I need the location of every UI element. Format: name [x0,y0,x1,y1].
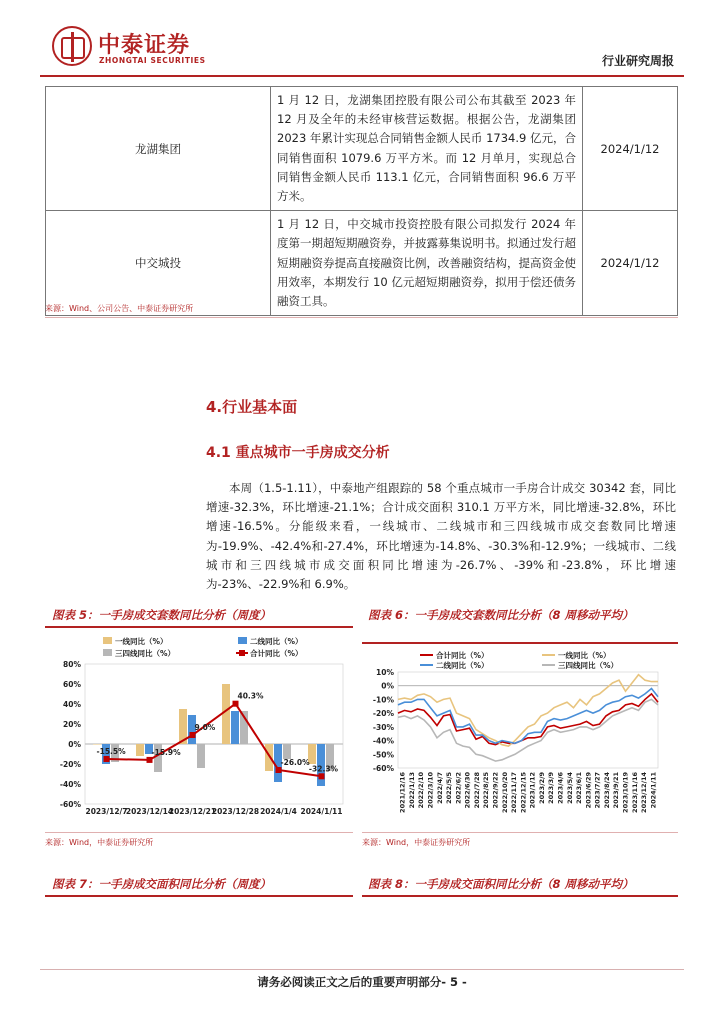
report-type: 行业研究周报 [601,54,674,68]
table-row [46,211,678,316]
x-tick-label: 2022/3/10 [426,772,435,809]
section-heading: 4.行业基本面 [206,398,298,416]
x-tick-label: 2022/6/30 [463,772,472,809]
figure-5-source: 来源：Wind，中泰证券研究所 [45,838,154,847]
figure-6-source-divider [362,832,678,833]
page-number: - 5 - [441,975,467,989]
legend-label: 二线同比（%） [250,637,303,646]
legend-swatch [103,649,112,656]
y-tick-label: 80% [63,660,81,669]
x-tick-label: 2022/4/7 [435,772,444,804]
legend-label: 三四线同比（%） [558,661,619,670]
figure-8-divider [362,895,678,897]
figure-5-title: 图表 5：一手房成交套数同比分析（周度） [52,608,272,622]
bar [197,744,205,768]
x-tick-label: 2023/2/9 [537,772,546,804]
legend-label: 合计同比（%） [436,651,489,660]
x-tick-label: 2022/12/15 [519,772,528,813]
legend-label: 三四线同比（%） [115,649,176,658]
figure-5-source-divider [45,832,353,833]
x-tick-label: 2022/11/17 [510,772,519,813]
bar [231,711,239,744]
content-cell: 1 月 12 日，中交城市投资控股有限公司拟发行 2024 年度第一期超短期融资券，并披露募集说明书。拟通过发行超短期融资券提高直接融资比例，改善融资结构，提高资金使用效率，本期发行 10 亿元超短期融资券，拟用于偿还债务融资工具。 [271,211,583,316]
y-tick-label: 10% [376,668,394,677]
line-point [190,732,196,738]
x-tick-label: 2023/6/1 [575,772,584,804]
table-row [46,87,678,211]
figure-6-source: 来源：Wind，中泰证券研究所 [362,838,471,847]
x-tick-label: 2023/5/4 [565,772,574,804]
x-tick-label: 2022/8/25 [482,772,491,809]
y-tick-label: -60% [59,800,81,809]
company-cell: 中交城投 [46,211,271,316]
y-tick-label: -10% [372,695,394,705]
bar [93,744,101,745]
x-tick-label: 2022/2/10 [417,772,426,809]
subsection-heading: 4.1 重点城市一手房成交分析 [206,445,390,461]
figure-5-divider [45,626,353,628]
x-tick-label: 2023/6/29 [584,772,593,809]
logo-emblem-icon [52,26,92,66]
line-point [147,757,153,763]
legend-label: 合计同比（%） [250,649,303,658]
figure-7-divider [45,895,353,897]
legend-marker [239,650,245,656]
y-tick-label: -20% [59,760,81,769]
plot-frame [398,672,658,768]
legend-label: 二线同比（%） [436,661,489,670]
x-tick-label: 2023/3/9 [547,772,556,804]
content-cell: 1 月 12 日，龙湖集团控股有限公司公布其截至 2023 年 12 月及全年的未经审核营运数据。根据公告，龙湖集团 2023 年累计实现总合同销售金额人民币 1734.9 亿元，合同销售面积 1079.6 万平方米。而 12 月单月，实现总合同销售金额人民币 113.1 亿元，合同销售面积 96.6 万平方米。 [271,87,583,211]
y-tick-label: -40% [59,780,81,789]
body-paragraph: 本周（1.5-1.11），中泰地产组跟踪的 58 个重点城市一手房合计成交 30342 套，同比增速-32.3%，环比增速-21.1%；合计成交面积 310.1 万平方米，同比增速-32.8%，环比增速-16.5%。分能级来看，一线城市、二线城市和三四线城市成交套数同比增速为-19.9%、-42.4%和-27.4%，环比增速为-14.8%、-30.3%和-12.9%；一线城市、二线城市和三四线城市成交面积同比增速为-26.7%、-39%和-23.8%，环比增速为-23%、-22.9%和 6.9%。 [206,481,676,592]
bar [136,744,144,756]
x-tick-label: 2024/1/4 [260,807,297,816]
date-cell: 2024/1/12 [583,87,678,211]
logo-cn-text: 中泰证券 [98,33,191,58]
x-tick-label: 2022/5/5 [445,772,454,804]
figure-7-title: 图表 7：一手房成交面积同比分析（周度） [52,877,272,891]
data-label: -32.3% [308,764,339,774]
y-tick-label: 0% [68,740,81,749]
header-divider [40,75,684,77]
x-tick-label: 2022/10/20 [500,772,509,813]
x-tick-label: 2021/12/16 [398,772,407,813]
legend-swatch [103,637,112,644]
line-point [276,767,282,773]
date-cell: 2024/1/12 [583,211,678,316]
legend-label: 一线同比（%） [558,651,611,660]
x-tick-label: 2023/12/14 [640,772,649,813]
bar [283,744,291,759]
x-tick-label: 2023/12/14 [125,807,174,816]
x-tick-label: 2023/8/24 [602,772,611,809]
x-tick-label: 2023/11/16 [630,772,639,813]
logo-en-text: ZHONGTAI SECURITIES [99,56,206,65]
line-point [319,773,325,779]
y-tick-label: 60% [63,680,81,689]
y-tick-label: -50% [372,750,394,760]
figure-6-chart [362,648,678,830]
y-tick-label: -30% [372,722,394,732]
series-line [398,699,658,761]
data-label: -15.9% [151,747,181,757]
y-tick-label: 40% [63,700,81,709]
bar [265,744,273,771]
x-tick-label: 2023/12/21 [168,807,217,816]
x-tick-label: 2022/6/2 [454,772,463,804]
data-label: 9.0% [194,723,216,732]
y-tick-label: 0% [381,681,394,691]
figure-5-chart [45,636,353,826]
x-tick-label: 2023/12/7 [85,807,128,816]
x-tick-label: 2022/1/13 [407,772,416,809]
data-label: 40.3% [237,691,264,701]
page-footer: 请务必阅读正文之后的重要声明部分- 5 - [257,975,467,989]
x-tick-label: 2024/1/11 [300,807,343,816]
footer-divider [40,969,684,970]
figure-6-divider [362,642,678,644]
x-tick-label: 2023/4/6 [556,772,565,804]
x-tick-label: 2022/7/28 [472,772,481,809]
x-tick-label: 2023/10/19 [621,772,630,813]
x-tick-label: 2024/1/11 [649,772,658,809]
bar [222,684,230,744]
x-tick-label: 2023/9/21 [612,772,621,809]
line-point [233,701,239,707]
line-point [104,756,110,762]
legend-label: 一线同比（%） [115,637,168,646]
y-tick-label: -20% [372,709,394,719]
figure-6-title: 图表 6：一手房成交套数同比分析（8 周移动平均） [368,608,634,622]
y-tick-label: -40% [372,736,394,746]
data-label: -26.0% [280,758,310,767]
source-divider [45,317,678,318]
legend-swatch [238,637,247,644]
plot-frame [85,664,343,804]
figure-8-title: 图表 8：一手房成交面积同比分析（8 周移动平均） [368,877,634,891]
y-tick-label: -60% [372,764,394,773]
data-label: -15.5% [96,747,126,756]
x-tick-label: 2023/7/27 [593,772,602,809]
series-line [398,689,658,744]
company-cell: 龙湖集团 [46,87,271,211]
x-tick-label: 2023/1/12 [528,772,537,809]
x-tick-label: 2023/12/28 [211,807,260,816]
company-logo [52,26,222,72]
news-table [45,86,678,316]
table-source: 来源：Wind、公司公告、中泰证券研究所 [45,304,194,313]
y-tick-label: 20% [63,720,81,729]
x-tick-label: 2022/9/22 [491,772,500,809]
